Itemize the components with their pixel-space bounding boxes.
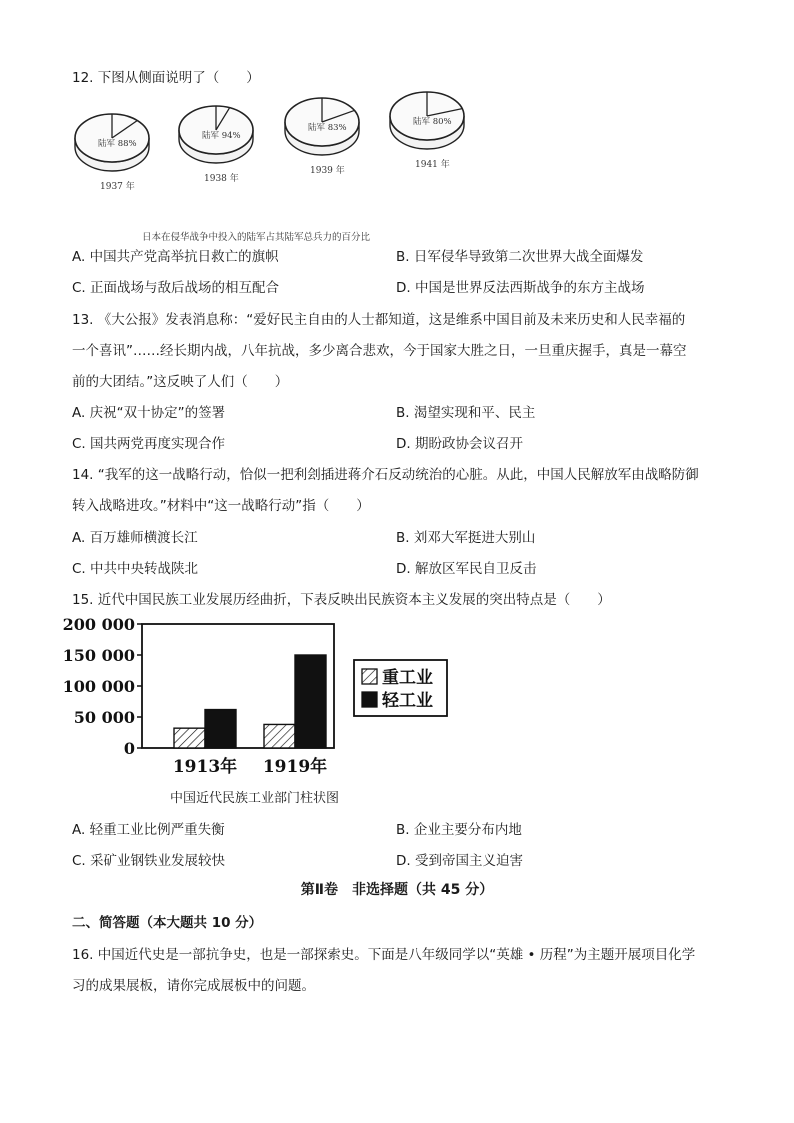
q14-line-2: 转入战略进攻。”材料中“这一战略行动”指（ ） (72, 498, 370, 514)
q15-option-c[interactable]: C. 采矿业钢铁业发展较快 (72, 853, 226, 869)
q12-option-b[interactable]: B. 日军侵华导致第二次世界大战全面爆发 (396, 249, 644, 265)
q15-option-d[interactable]: D. 受到帝国主义迫害 (396, 853, 523, 869)
q13-line-3: 前的大团结。”这反映了人们（ ） (72, 374, 289, 390)
q12-option-a[interactable]: A. 中国共产党高举抗日救亡的旗帜 (72, 249, 279, 265)
x-tick-label: 1919年 (262, 757, 328, 777)
q12-option-d[interactable]: D. 中国是世界反法西斯战争的东方主战场 (396, 280, 645, 296)
q13-option-a[interactable]: A. 庆祝“双十协定”的签署 (72, 405, 226, 421)
legend-swatch (362, 692, 377, 707)
y-tick-label: 50 000 (73, 708, 135, 727)
q16-line-2: 习的成果展板，请你完成展板中的问题。 (72, 978, 315, 994)
q15-option-b[interactable]: B. 企业主要分布内地 (396, 822, 522, 838)
y-tick-label: 200 000 (62, 615, 135, 634)
q13-option-d[interactable]: D. 期盼政协会议召开 (396, 436, 523, 452)
q14-option-d[interactable]: D. 解放区军民自卫反击 (396, 561, 537, 577)
q12-stem: 12. 下图从侧面说明了（ ） (72, 70, 260, 86)
q14-option-b[interactable]: B. 刘邓大军挺进大别山 (396, 530, 536, 546)
q12-option-c[interactable]: C. 正面战场与敌后战场的相互配合 (72, 280, 280, 296)
q16-line-1: 16. 中国近代史是一部抗争史，也是一部探索史。下面是八年级同学以“英雄 • 历程”为主题开展项目化学 (72, 947, 696, 963)
pie-label: 陆军 80% (413, 117, 452, 127)
bar-light-2 (295, 655, 326, 748)
pie-year: 1938 年 (204, 174, 239, 184)
q15-option-a[interactable]: A. 轻重工业比例严重失衡 (72, 822, 225, 838)
bar-light-1 (205, 710, 236, 748)
bar-heavy-1 (174, 728, 205, 748)
part-title: 二、简答题（本大题共 10 分） (72, 915, 263, 931)
q14-option-c[interactable]: C. 中共中央转战陕北 (72, 561, 199, 577)
q14-line-1: 14. “我军的这一战略行动，恰似一把利刽插进蒋介石反动统治的心脏。从此，中国人民解放军由战略防御 (72, 467, 699, 483)
pie-label: 陆军 88% (98, 139, 137, 149)
pie-3 (285, 98, 359, 176)
pie-label: 陆军 83% (308, 123, 347, 133)
pie-label: 陆军 94% (202, 131, 241, 141)
q12-figure-caption: 日本在侵华战争中投入的陆军占其陆军总兵力的百分比 (142, 232, 371, 243)
pie-year: 1939 年 (310, 166, 345, 176)
y-tick-label: 150 000 (62, 646, 135, 665)
pie-year: 1937 年 (100, 182, 135, 192)
legend-label: 重工业 (382, 668, 433, 688)
y-tick-label: 100 000 (62, 677, 135, 696)
pie-4 (390, 92, 464, 170)
q13-option-c[interactable]: C. 国共两党再度实现合作 (72, 436, 226, 452)
volume-title: 第Ⅱ卷 非选择题（共 45 分） (300, 882, 494, 898)
q15-bar-chart (62, 615, 452, 784)
q12-pie-figure (72, 96, 472, 256)
q15-stem: 15. 近代中国民族工业发展历经曲折，下表反映出民族资本主义发展的突出特点是（ ） (72, 592, 611, 608)
y-tick-label: 0 (123, 739, 135, 758)
pie-1 (75, 114, 149, 192)
bar-heavy-2 (264, 724, 295, 748)
q14-option-a[interactable]: A. 百万雄师横渡长江 (72, 530, 198, 546)
q15-chart-caption: 中国近代民族工业部门柱状图 (170, 791, 340, 806)
pie-2 (179, 106, 253, 184)
q13-line-2: 一个喜讯”……经长期内战，八年抗战，多少离合悲欢，今于国家大胜之日，一旦重庆握手，真是一幕空 (72, 343, 687, 359)
x-tick-label: 1913年 (172, 757, 238, 777)
q13-option-b[interactable]: B. 渴望实现和平、民主 (396, 405, 536, 421)
legend-label: 轻工业 (382, 691, 433, 711)
q13-line-1: 13. 《大公报》发表消息称：“爱好民主自由的人士都知道，这是维系中国目前及未来历史和人民幸福的 (72, 312, 686, 328)
legend-swatch (362, 669, 377, 684)
pie-year: 1941 年 (415, 160, 450, 170)
